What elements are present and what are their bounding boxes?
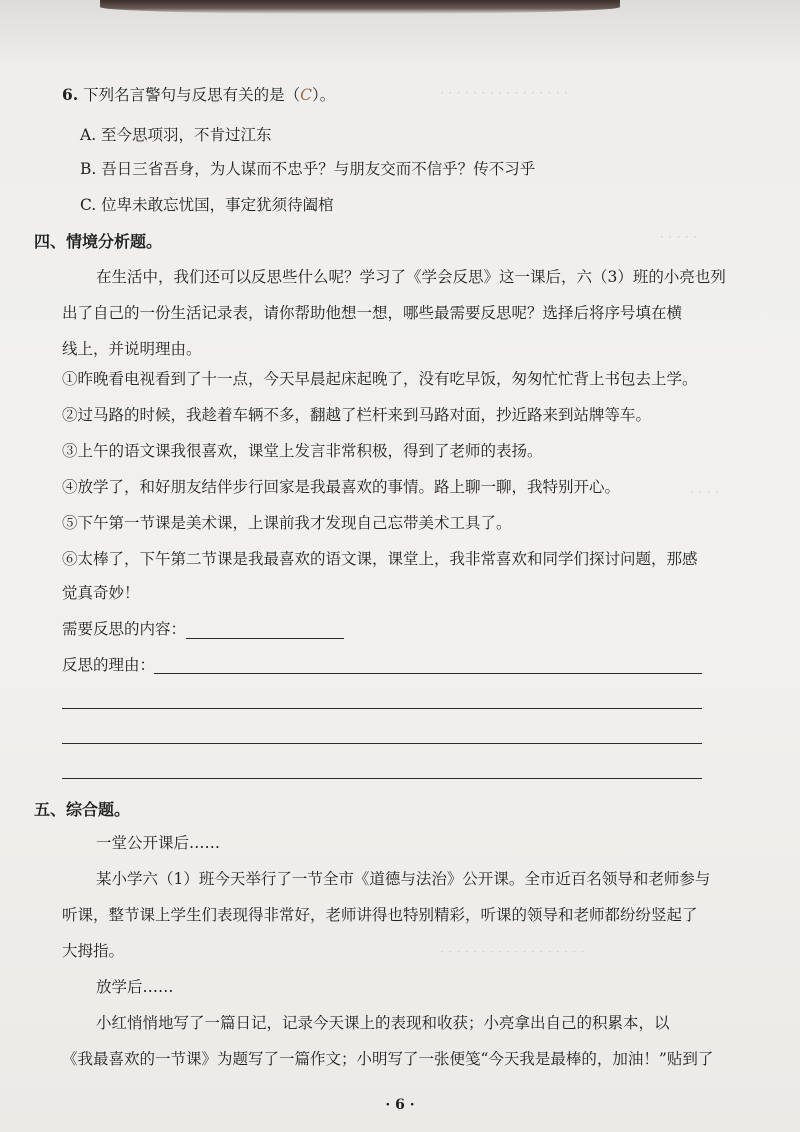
section-5-paragraph: 某小学六（1）班今天举行了一节全市《道德与法治》公开课。全市近百名领导和老师参与 (96, 870, 711, 888)
record-item-6-cont: 觉真奇妙！ (62, 584, 140, 602)
bleed-through-mark: · · · · · · · · · · · · · · · · (440, 86, 569, 101)
record-item-4: ④放学了，和好朋友结伴步行回家是我最喜欢的事情。路上聊一聊，我特别开心。 (62, 478, 621, 496)
record-item-2: ②过马路的时候，我趁着车辆不多，翻越了栏杆来到马路对面，抄近路来到站牌等车。 (62, 406, 652, 424)
section-5-paragraph: 放学后…… (96, 978, 174, 996)
question-text: 下列名言警句与反思有关的是（ (83, 86, 301, 104)
binding-shadow (100, 0, 620, 14)
record-item-3: ③上午的语文课我很喜欢，课堂上发言非常积极，得到了老师的表扬。 (62, 442, 543, 460)
option-b: B. 吾日三省吾身，为人谋而不忠乎？与朋友交而不信乎？传不习乎 (80, 160, 536, 178)
record-item-1: ①昨晚看电视看到了十一点，今天早晨起床起晚了，没有吃早饭，匆匆忙忙背上书包去上学。 (62, 370, 698, 388)
section-4-intro-line: 线上，并说明理由。 (62, 340, 202, 358)
reflection-content-label: 需要反思的内容： (62, 620, 187, 638)
question-number: 6. (62, 85, 79, 104)
answer-line[interactable] (62, 778, 702, 779)
reflection-content-row (62, 620, 344, 639)
record-item-5: ⑤下午第一节课是美术课，上课前我才发现自己忘带美术工具了。 (62, 514, 512, 532)
handwritten-answer: C (300, 86, 313, 104)
bleed-through-mark: · · · · · · · · · · · · · · · · · · (440, 945, 585, 960)
section-4-intro-line: 在生活中，我们还可以反思些什么呢？学习了《学会反思》这一课后，六（3）班的小亮也列 (96, 268, 726, 286)
record-item-6: ⑥太棒了，下午第二节课是我最喜欢的语文课，课堂上，我非常喜欢和同学们探讨问题，那感 (62, 550, 698, 568)
section-5-paragraph: 《我最喜欢的一节课》为题写了一篇作文；小明写了一张便笺“今天我是最棒的，加油！”贴到了 (62, 1050, 714, 1068)
page-number: · 6 · (385, 1097, 415, 1113)
section-4-title: 四、情境分析题。 (34, 232, 163, 251)
reflection-reason-line[interactable] (154, 673, 702, 674)
option-a: A. 至今思项羽，不肯过江东 (80, 126, 272, 144)
section-5-paragraph: 大拇指。 (62, 942, 125, 960)
answer-line[interactable] (62, 743, 702, 744)
option-c: C. 位卑未敢忘忧国，事定犹须待阖棺 (80, 196, 334, 214)
bleed-through-mark: · · · · · (660, 230, 698, 245)
section-5-paragraph: 一堂公开课后…… (96, 834, 221, 852)
section-5-paragraph: 听课，整节课上学生们表现得非常好，老师讲得也特别精彩，听课的领导和老师都纷纷竖起了 (62, 906, 698, 924)
reflection-content-blank[interactable] (186, 622, 344, 639)
answer-line[interactable] (62, 708, 702, 709)
question-6-stem (62, 86, 335, 105)
question-close: ）。 (312, 86, 336, 104)
section-5-title: 五、综合题。 (34, 800, 131, 819)
section-4-intro-line: 出了自己的一份生活记录表，请你帮助他想一想，哪些最需要反思呢？选择后将序号填在横 (62, 304, 683, 322)
section-5-paragraph: 小红悄悄地写了一篇日记，记录今天课上的表现和收获；小亮拿出自己的积累本，以 (96, 1014, 670, 1032)
reflection-reason-label: 反思的理由： (62, 656, 156, 674)
bleed-through-mark: · · · · (690, 485, 719, 500)
